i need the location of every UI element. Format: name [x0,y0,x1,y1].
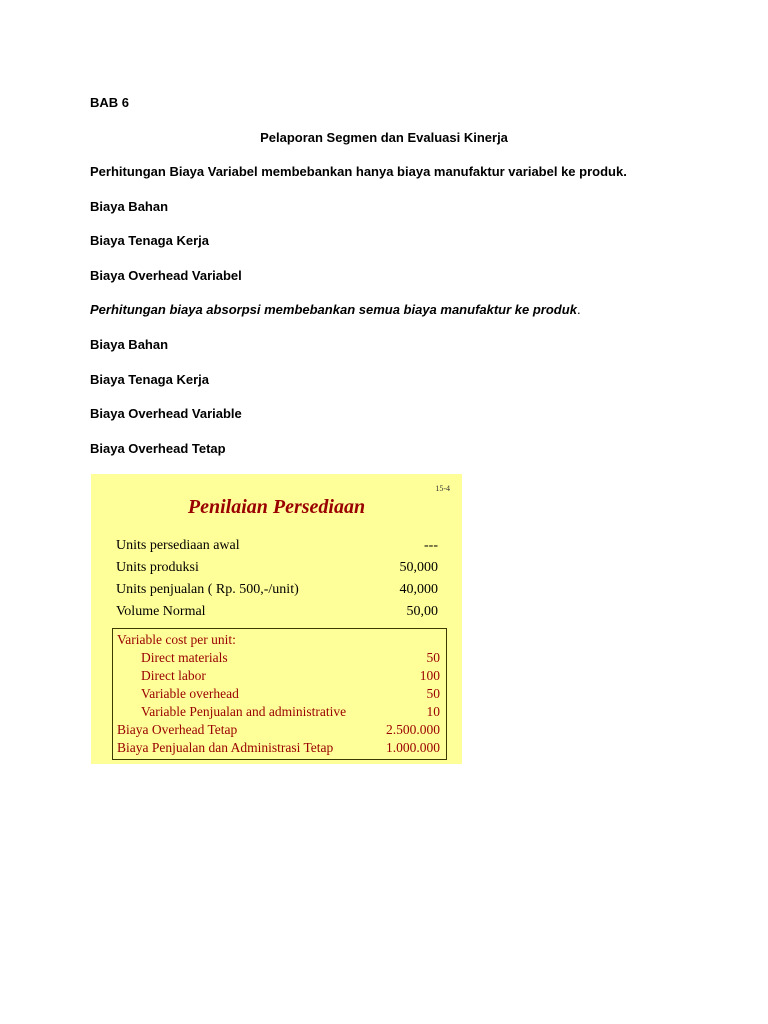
cost-row-variable-selling-admin [113,703,446,721]
absorption-heading-text: Perhitungan biaya absorpsi membebankan semua biaya manufaktur ke produk [90,302,577,317]
chapter-label: BAB 6 [90,95,130,110]
cost-value: 2.500.000 [386,722,440,737]
absorption-heading-period: . [576,302,581,317]
absorption-item-labor: Biaya Tenaga Kerja [90,372,209,387]
cost-value: 1.000.000 [386,740,440,755]
units-value: --- [424,538,438,553]
slide-title: Penilaian Persediaan [187,496,366,518]
cost-label: Biaya Overhead Tetap [117,722,238,737]
cost-header [113,631,446,649]
cost-label: Direct materials [141,650,228,665]
units-label: Units penjualan ( Rp. 500,-/unit) [116,582,299,597]
cost-label: Variable Penjualan and administrative [141,704,347,719]
cost-row-fixed-selling-admin [113,739,446,757]
variable-item-material: Biaya Bahan [90,199,169,214]
cost-label: Direct labor [141,668,206,683]
units-label: Volume Normal [116,604,206,619]
inventory-valuation-slide [91,474,462,764]
cost-value: 50 [426,650,440,665]
cost-row-fixed-overhead [113,721,446,739]
units-label: Units persediaan awal [116,538,240,553]
cost-label: Variable overhead [141,686,239,701]
cost-value: 10 [426,704,440,719]
cost-label: Biaya Penjualan dan Administrasi Tetap [117,740,334,755]
cost-value: 50 [426,686,440,701]
units-label: Units produksi [116,560,199,575]
cost-row-direct-materials [113,649,446,667]
cost-header-label: Variable cost per unit: [117,632,236,647]
absorption-item-fixed-overhead: Biaya Overhead Tetap [90,441,226,456]
variable-item-labor: Biaya Tenaga Kerja [90,233,209,248]
slide-number: 15-4 [435,484,450,493]
units-value: 50,000 [399,560,438,575]
absorption-item-variable-overhead: Biaya Overhead Variable [90,406,242,421]
units-value: 40,000 [399,582,438,597]
variable-costing-heading: Perhitungan Biaya Variabel membebankan hanya biaya manufaktur variabel ke produk. [90,164,627,179]
cost-row-variable-overhead [113,685,446,703]
absorption-costing-heading [90,302,581,318]
page-title: Pelaporan Segmen dan Evaluasi Kinerja [260,130,508,145]
cost-row-direct-labor [113,667,446,685]
cost-value: 100 [419,668,440,683]
units-value: 50,00 [406,604,438,619]
absorption-item-material: Biaya Bahan [90,337,169,352]
variable-item-overhead: Biaya Overhead Variabel [90,268,242,283]
cost-box [112,628,447,760]
